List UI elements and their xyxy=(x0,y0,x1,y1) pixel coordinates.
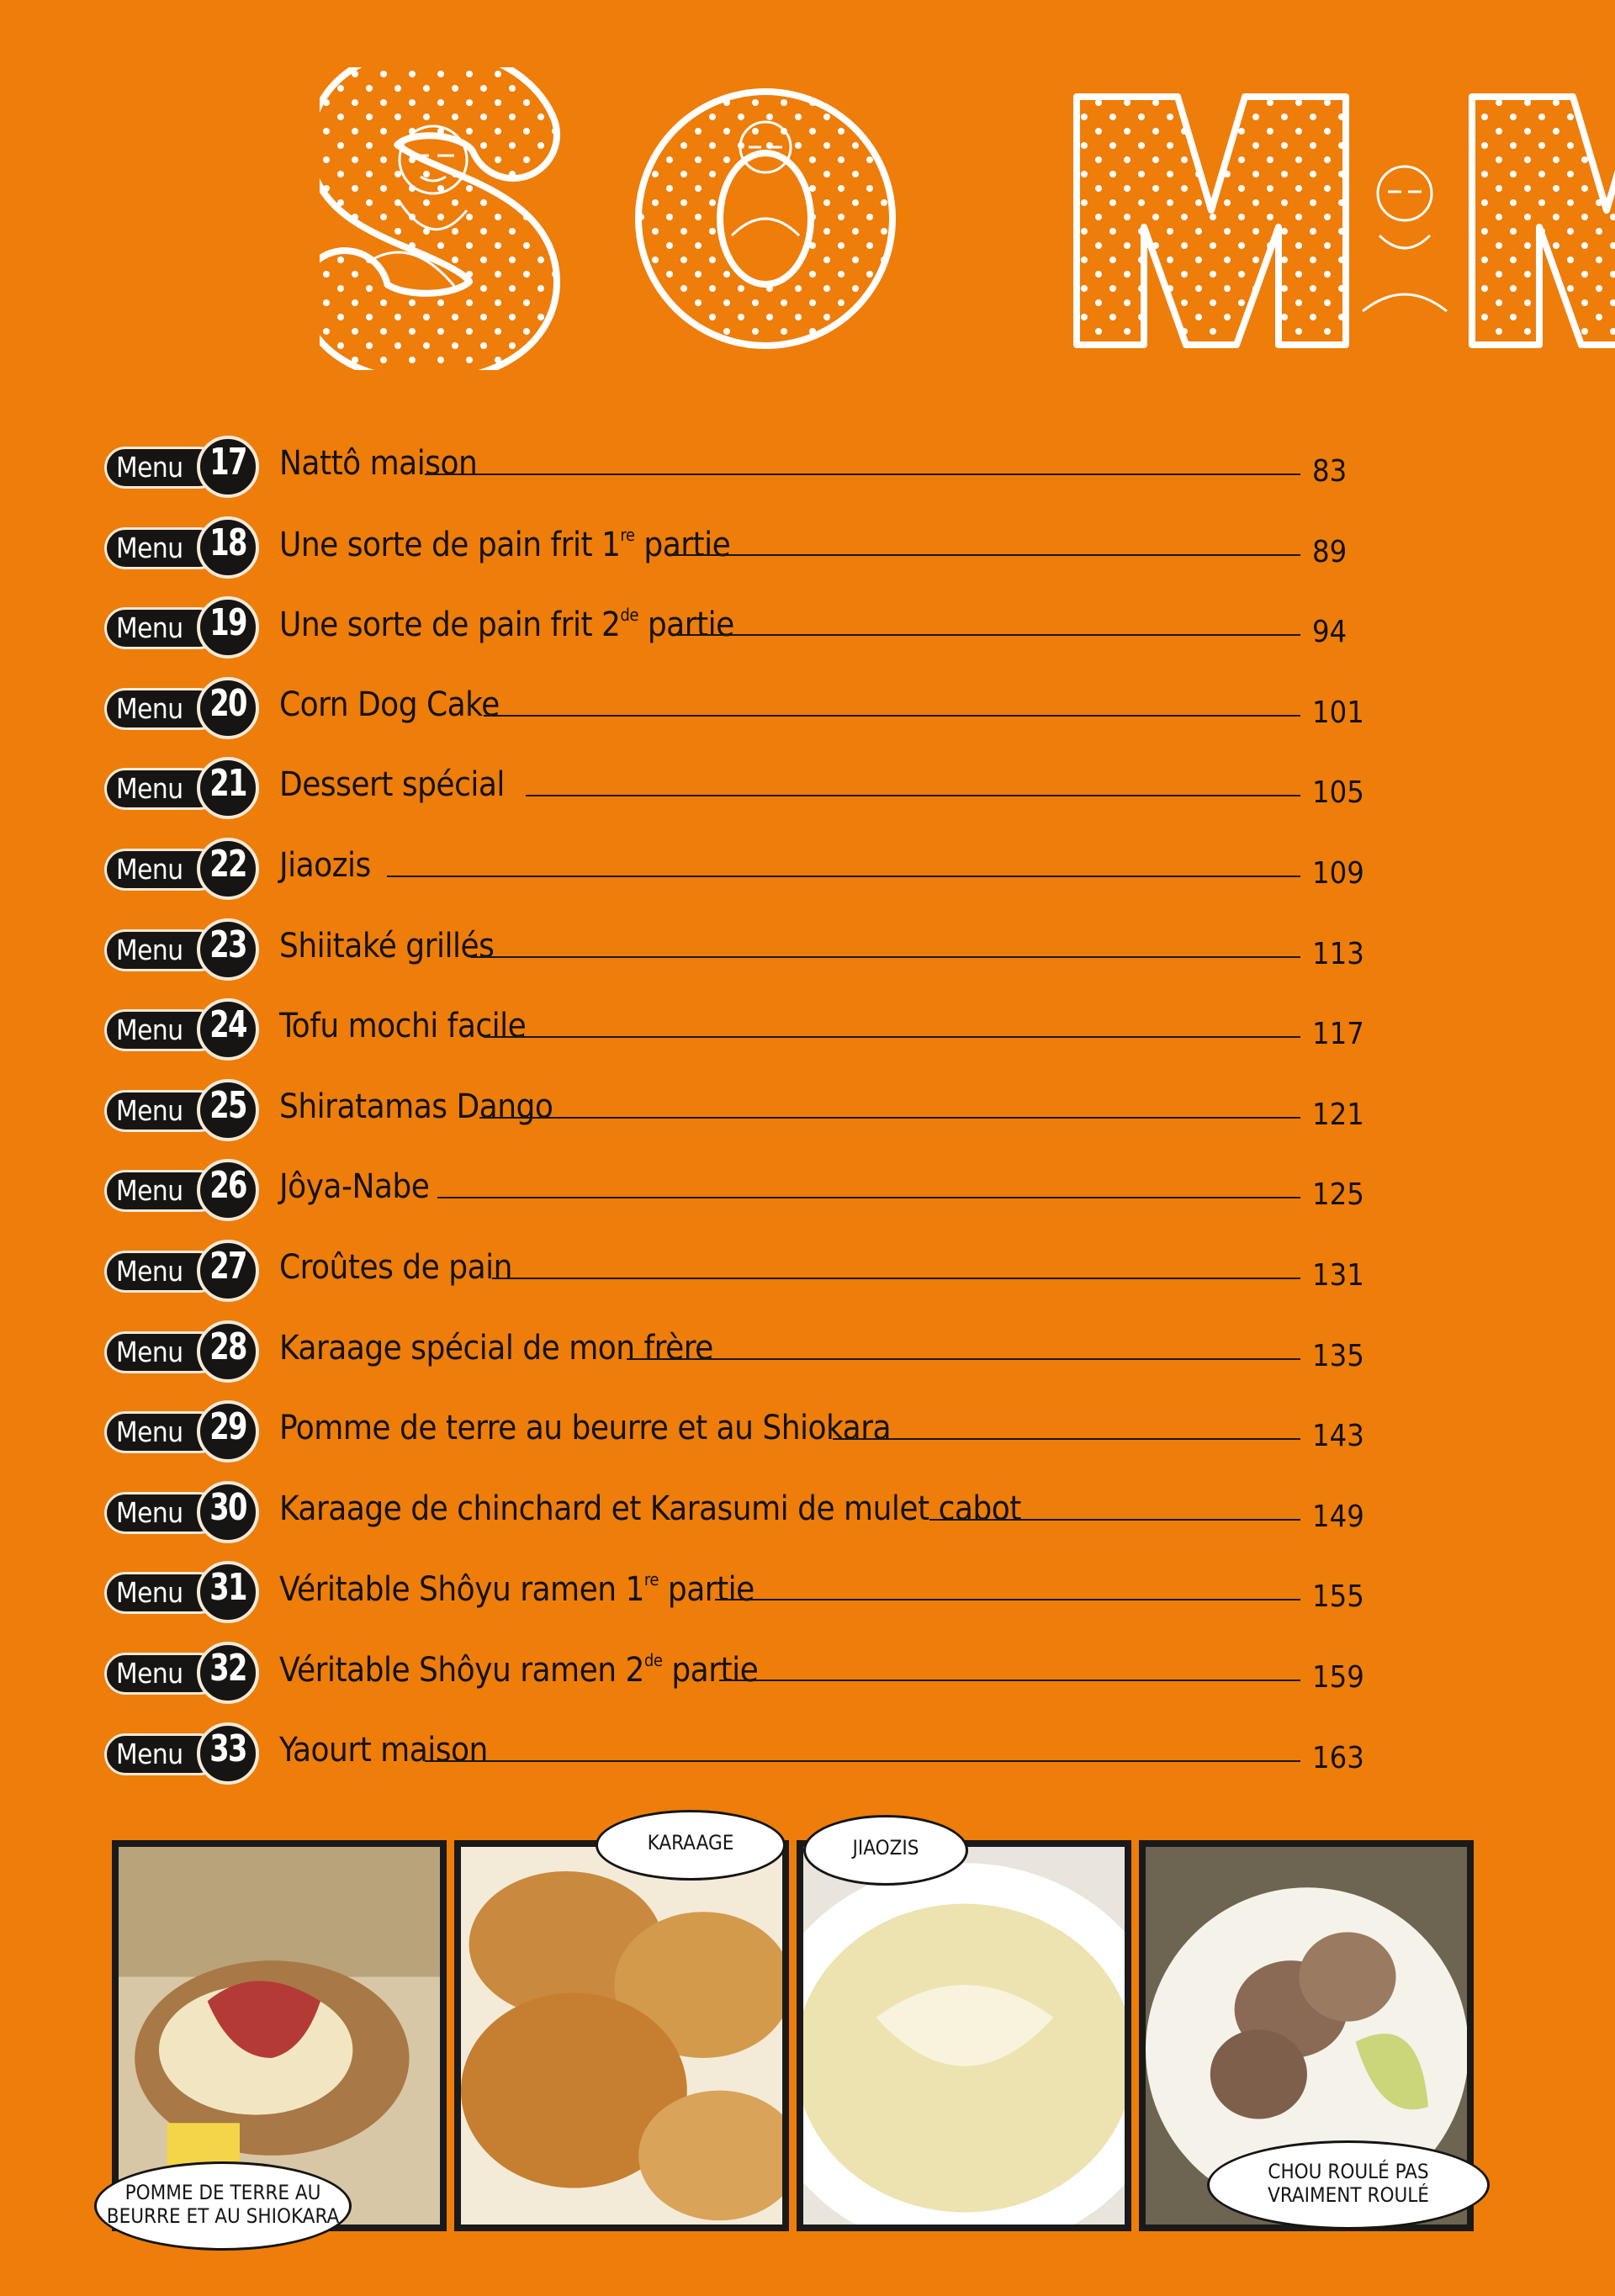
menu-badge xyxy=(104,1320,264,1379)
entry-title xyxy=(279,685,500,724)
title-letter-m xyxy=(1077,97,1346,345)
entry-title-sup: re xyxy=(620,524,635,545)
photo-jiaozis xyxy=(797,1840,1131,2231)
menu-badge xyxy=(104,1159,264,1218)
title-lettering xyxy=(320,67,1615,370)
menu-label: Menu xyxy=(116,933,183,966)
entry-title-text: Une sorte de pain frit 1 xyxy=(279,525,621,564)
entry-title xyxy=(279,1248,512,1287)
dot-leader xyxy=(929,1519,1300,1521)
caption-line: VRAIMENT ROULÉ xyxy=(1268,2183,1429,2207)
entry-title xyxy=(279,444,477,483)
dot-leader xyxy=(492,1278,1300,1279)
page-number: 131 xyxy=(1312,1257,1364,1293)
menu-number: 21 xyxy=(209,762,246,806)
menu-number: 29 xyxy=(209,1405,246,1449)
entry-title-sup: de xyxy=(620,605,638,626)
menu-label: Menu xyxy=(116,691,183,725)
table-of-contents xyxy=(104,436,1366,1802)
page-number: 105 xyxy=(1312,775,1364,811)
entry-title-text: Karaage spécial de mon frère xyxy=(279,1328,713,1368)
menu-badge xyxy=(104,596,264,655)
menu-label: Menu xyxy=(116,611,183,645)
caption-bubble-potato xyxy=(94,2161,352,2251)
dot-leader xyxy=(833,1438,1300,1440)
dot-leader xyxy=(627,1358,1300,1360)
toc-row[interactable] xyxy=(104,1561,1366,1642)
menu-number: 22 xyxy=(209,842,246,886)
entry-title-text: Corn Dog Cake xyxy=(279,685,500,724)
dot-leader xyxy=(425,1760,1300,1762)
menu-number: 28 xyxy=(209,1325,246,1368)
toc-row[interactable] xyxy=(104,838,1366,918)
menu-number: 24 xyxy=(209,1003,246,1047)
menu-number: 31 xyxy=(209,1566,246,1610)
menu-badge xyxy=(104,1400,264,1459)
page-number: 83 xyxy=(1312,454,1348,489)
toc-row[interactable] xyxy=(104,516,1366,597)
menu-label: Menu xyxy=(116,1495,183,1529)
entry-title-text: Véritable Shôyu ramen 2 xyxy=(279,1650,644,1690)
entry-title xyxy=(279,927,494,965)
menu-number: 20 xyxy=(209,681,246,725)
entry-title xyxy=(279,1569,755,1609)
menu-badge xyxy=(104,1079,264,1138)
caption-line: JIAOZIS xyxy=(852,1836,919,1860)
menu-badge xyxy=(104,516,264,575)
caption-line: CHOU ROULÉ PAS xyxy=(1268,2160,1429,2183)
dot-leader xyxy=(425,473,1300,475)
caption-bubble-karaage xyxy=(596,1810,786,1881)
entry-title xyxy=(279,1489,1021,1528)
title-letter-m-2 xyxy=(1472,97,1615,345)
toc-row[interactable] xyxy=(104,1159,1366,1240)
dot-leader xyxy=(484,1036,1300,1038)
dot-leader xyxy=(673,554,1300,556)
page-number: 125 xyxy=(1312,1177,1364,1213)
dot-leader xyxy=(437,1197,1300,1198)
menu-label: Menu xyxy=(116,852,183,886)
page-number: 94 xyxy=(1312,615,1348,650)
caption-bubble-jiaozis xyxy=(803,1815,968,1886)
entry-title-text: Véritable Shôyu ramen 1 xyxy=(279,1570,644,1610)
entry-title-text: Shiratamas Dango xyxy=(279,1087,553,1126)
menu-label: Menu xyxy=(116,1174,183,1208)
toc-row[interactable] xyxy=(104,436,1366,516)
menu-number: 19 xyxy=(209,601,246,645)
toc-row[interactable] xyxy=(104,1481,1366,1562)
caption-line: POMME DE TERRE AU xyxy=(124,2181,321,2204)
entry-title xyxy=(279,1409,891,1447)
entry-title-text: Karaage de chinchard et Karasumi de mulet cabot xyxy=(279,1489,1021,1528)
menu-label: Menu xyxy=(116,1415,183,1449)
menu-label: Menu xyxy=(116,531,183,564)
menu-label: Menu xyxy=(116,1656,183,1690)
menu-badge xyxy=(104,1561,264,1620)
page-number: 113 xyxy=(1312,936,1364,971)
menu-label: Menu xyxy=(116,1254,183,1288)
entry-title xyxy=(279,1167,429,1206)
entry-title-suffix: partie xyxy=(634,525,731,564)
entry-title-text: Pomme de terre au beurre et au Shiokara xyxy=(279,1409,892,1448)
toc-row[interactable] xyxy=(104,677,1366,758)
page-number: 159 xyxy=(1312,1659,1364,1695)
menu-number: 32 xyxy=(209,1646,246,1690)
character-sketch-icon xyxy=(1363,167,1447,311)
menu-badge xyxy=(104,757,264,816)
entry-title-text: Nattô maison xyxy=(279,444,478,483)
toc-row[interactable] xyxy=(104,1722,1366,1803)
page-number: 101 xyxy=(1312,695,1364,730)
toc-row[interactable] xyxy=(104,998,1366,1079)
menu-number: 27 xyxy=(209,1244,246,1288)
menu-label: Menu xyxy=(116,772,183,806)
entry-title-sup: re xyxy=(643,1569,659,1590)
entry-title xyxy=(279,1731,488,1770)
entry-title xyxy=(279,1087,553,1126)
entry-title-text: Jôya-Nabe xyxy=(279,1167,430,1207)
page-number: 135 xyxy=(1312,1338,1364,1373)
menu-badge xyxy=(104,1240,264,1299)
entry-title xyxy=(279,846,371,885)
entry-title-text: Jiaozis xyxy=(279,845,371,885)
entry-title-text: Croûtes de pain xyxy=(279,1247,512,1287)
entry-title-text: Une sorte de pain frit 2 xyxy=(279,606,621,645)
menu-number: 18 xyxy=(209,521,246,564)
menu-badge xyxy=(104,838,264,897)
entry-title-text: Dessert spécial xyxy=(279,765,505,805)
entry-title xyxy=(279,605,734,644)
dot-leader xyxy=(719,1680,1300,1681)
menu-badge xyxy=(104,998,264,1057)
caption-bubble-chou xyxy=(1207,2140,1490,2230)
menu-number: 25 xyxy=(209,1083,246,1127)
toc-row[interactable] xyxy=(104,757,1366,838)
menu-badge xyxy=(104,677,264,736)
toc-row[interactable] xyxy=(104,1320,1366,1401)
title-letter-s xyxy=(345,92,513,337)
photo-karaage xyxy=(454,1840,789,2231)
entry-title xyxy=(279,525,730,564)
menu-number: 17 xyxy=(209,441,246,484)
dot-leader xyxy=(484,715,1300,717)
page-number: 143 xyxy=(1312,1419,1364,1454)
dot-leader xyxy=(479,1117,1300,1119)
entry-title-text: Yaourt maison xyxy=(279,1730,488,1770)
menu-label: Menu xyxy=(116,1093,183,1127)
entry-title xyxy=(279,1650,758,1690)
dot-leader xyxy=(387,876,1300,877)
menu-number: 23 xyxy=(209,923,246,966)
menu-badge xyxy=(104,1722,264,1781)
entry-title-suffix: partie xyxy=(658,1570,755,1610)
menu-label: Menu xyxy=(116,1013,183,1047)
entry-title-sup: de xyxy=(643,1649,663,1670)
menu-number: 30 xyxy=(209,1485,246,1529)
menu-badge xyxy=(104,436,264,495)
menu-badge xyxy=(104,1481,264,1540)
menu-label: Menu xyxy=(116,451,183,484)
menu-number: 33 xyxy=(209,1727,246,1770)
dot-leader xyxy=(471,956,1300,958)
page-title xyxy=(320,67,1615,370)
entry-title-text: Shiitaké grillés xyxy=(279,926,495,965)
menu-badge xyxy=(104,918,264,977)
menu-badge xyxy=(104,1642,264,1701)
page-number: 109 xyxy=(1312,855,1364,891)
entry-title xyxy=(279,1329,713,1368)
dot-leader xyxy=(715,1599,1300,1600)
toc-row[interactable] xyxy=(104,596,1366,677)
toc-row[interactable] xyxy=(104,1079,1366,1160)
entry-title-suffix: partie xyxy=(638,606,734,645)
entry-title xyxy=(279,765,505,804)
toc-row[interactable] xyxy=(104,1642,1366,1722)
page-number: 163 xyxy=(1312,1740,1364,1775)
caption-line: KARAAGE xyxy=(647,1831,734,1854)
menu-number: 26 xyxy=(209,1164,246,1208)
page-number: 117 xyxy=(1312,1017,1364,1052)
toc-row[interactable] xyxy=(104,918,1366,999)
page-number: 89 xyxy=(1312,534,1348,569)
page-number: 149 xyxy=(1312,1499,1364,1534)
menu-label: Menu xyxy=(116,1335,183,1368)
menu-label: Menu xyxy=(116,1576,183,1610)
menu-label: Menu xyxy=(116,1737,183,1770)
dot-leader xyxy=(526,795,1300,796)
caption-line: BEURRE ET AU SHIOKARA xyxy=(106,2204,340,2228)
toc-row[interactable] xyxy=(104,1400,1366,1481)
toc-row[interactable] xyxy=(104,1240,1366,1320)
page-number: 121 xyxy=(1312,1097,1364,1132)
entry-title xyxy=(279,1007,526,1045)
dot-leader xyxy=(677,634,1300,636)
entry-title-text: Tofu mochi facile xyxy=(279,1007,527,1046)
entry-title-suffix: partie xyxy=(662,1650,759,1690)
page-number: 155 xyxy=(1312,1579,1364,1615)
